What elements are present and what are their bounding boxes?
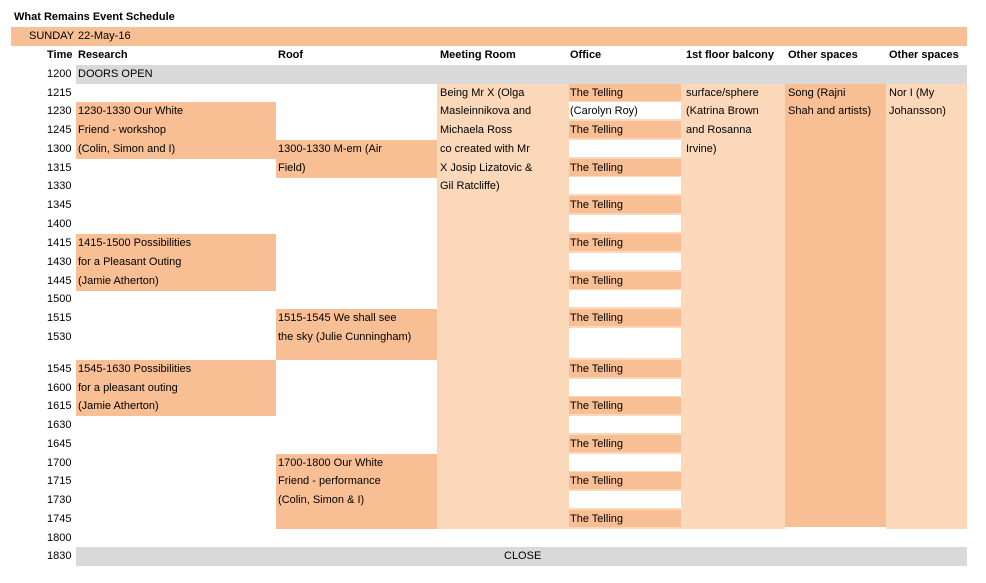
header-meeting-room: Meeting Room bbox=[440, 49, 516, 61]
balcony-event-text: surface/sphere bbox=[686, 87, 759, 99]
balcony-event-text: (Katrina Brown bbox=[686, 105, 759, 117]
time-label: 1545 bbox=[47, 363, 72, 375]
time-label: 1830 bbox=[47, 550, 72, 562]
meeting-room-event-text: Masleinnikova and bbox=[440, 105, 532, 117]
roof-event-text: Friend - performance bbox=[278, 475, 381, 487]
time-label: 1300 bbox=[47, 143, 72, 155]
time-label: 1745 bbox=[47, 513, 72, 525]
time-label: 1430 bbox=[47, 256, 72, 268]
meeting-room-event-text: co created with Mr bbox=[440, 143, 530, 155]
time-label: 1445 bbox=[47, 275, 72, 287]
office-event-text: The Telling bbox=[570, 513, 623, 525]
meeting-room-event-text: Gil Ratcliffe) bbox=[440, 180, 500, 192]
office-event-text: (Carolyn Roy) bbox=[570, 105, 638, 117]
office-white-gap bbox=[569, 379, 681, 396]
doors-open-bar bbox=[76, 65, 967, 84]
office-white-gap bbox=[569, 328, 681, 358]
time-label: 1415 bbox=[47, 237, 72, 249]
time-label: 1400 bbox=[47, 218, 72, 230]
time-label: 1245 bbox=[47, 124, 72, 136]
day-label: SUNDAY bbox=[29, 30, 75, 42]
header-research: Research bbox=[78, 49, 128, 61]
office-white-gap bbox=[569, 454, 681, 471]
day-band bbox=[11, 27, 967, 46]
research-event-text: 1545-1630 Possibilities bbox=[78, 363, 192, 375]
time-label: 1200 bbox=[47, 68, 72, 80]
research-event-text: for a pleasant outing bbox=[78, 382, 178, 394]
office-event-text: The Telling bbox=[570, 400, 623, 412]
time-label: 1715 bbox=[47, 475, 72, 487]
time-label: 1730 bbox=[47, 494, 72, 506]
time-label: 1700 bbox=[47, 457, 72, 469]
roof-event-text: 1700-1800 Our White bbox=[278, 457, 384, 469]
date-label: 22-May-16 bbox=[78, 30, 131, 42]
research-event-text: (Colin, Simon and I) bbox=[78, 143, 176, 155]
balcony-event-text: and Rosanna bbox=[686, 124, 752, 136]
header-balcony: 1st floor balcony bbox=[686, 49, 775, 61]
roof-event-text: Field) bbox=[278, 162, 306, 174]
meeting-room-event-text: X Josip Lizatovic & bbox=[440, 162, 533, 174]
doors-open-label: DOORS OPEN bbox=[78, 68, 153, 80]
other-spaces-2-event-text: Johansson) bbox=[889, 105, 946, 117]
office-event-text: The Telling bbox=[570, 162, 623, 174]
time-label: 1330 bbox=[47, 180, 72, 192]
other-spaces-1-event-text: Song (Rajni bbox=[788, 87, 846, 99]
roof-event-text: the sky (Julie Cunningham) bbox=[278, 331, 412, 343]
header-other-spaces-2: Other spaces bbox=[889, 49, 959, 61]
time-label: 1215 bbox=[47, 87, 72, 99]
time-label: 1645 bbox=[47, 438, 72, 450]
balcony-event-text: Irvine) bbox=[686, 143, 717, 155]
office-event-text: The Telling bbox=[570, 363, 623, 375]
time-label: 1630 bbox=[47, 419, 72, 431]
header-other-spaces-1: Other spaces bbox=[788, 49, 858, 61]
time-label: 1530 bbox=[47, 331, 72, 343]
office-event-text: The Telling bbox=[570, 237, 623, 249]
office-white-gap bbox=[569, 177, 681, 194]
office-event-text: The Telling bbox=[570, 438, 623, 450]
other-spaces-2-event-block bbox=[886, 84, 967, 529]
meeting-room-event-text: Michaela Ross bbox=[440, 124, 513, 136]
time-label: 1515 bbox=[47, 312, 72, 324]
other-spaces-1-event-block bbox=[785, 84, 886, 527]
time-label: 1600 bbox=[47, 382, 72, 394]
office-event-text: The Telling bbox=[570, 312, 623, 324]
office-white-gap bbox=[569, 253, 681, 270]
office-white-gap bbox=[569, 215, 681, 232]
office-event-text: The Telling bbox=[570, 87, 623, 99]
time-label: 1500 bbox=[47, 293, 72, 305]
roof-event-text: 1515-1545 We shall see bbox=[278, 312, 397, 324]
time-label: 1315 bbox=[47, 162, 72, 174]
research-event-text: 1230-1330 Our White bbox=[78, 105, 184, 117]
time-label: 1800 bbox=[47, 532, 72, 544]
meeting-room-event-text: Being Mr X (Olga bbox=[440, 87, 525, 99]
other-spaces-1-event-text: Shah and artists) bbox=[788, 105, 872, 117]
research-event-text: (Jamie Atherton) bbox=[78, 400, 159, 412]
roof-event-text: 1300-1330 M-em (Air bbox=[278, 143, 382, 155]
header-office: Office bbox=[570, 49, 602, 61]
page-title: What Remains Event Schedule bbox=[14, 11, 175, 23]
office-event-text: The Telling bbox=[570, 199, 623, 211]
time-label: 1345 bbox=[47, 199, 72, 211]
other-spaces-2-event-text: Nor I (My bbox=[889, 87, 935, 99]
header-roof: Roof bbox=[278, 49, 304, 61]
office-white-gap bbox=[569, 416, 681, 433]
research-event-text: (Jamie Atherton) bbox=[78, 275, 159, 287]
research-event-text: Friend - workshop bbox=[78, 124, 167, 136]
office-event-text: The Telling bbox=[570, 275, 623, 287]
office-event-text: The Telling bbox=[570, 124, 623, 136]
office-white-gap bbox=[569, 491, 681, 508]
office-event-text: The Telling bbox=[570, 475, 623, 487]
close-label: CLOSE bbox=[504, 550, 542, 562]
time-label: 1230 bbox=[47, 105, 72, 117]
roof-event-text: (Colin, Simon & I) bbox=[278, 494, 365, 506]
office-white-gap bbox=[569, 140, 681, 157]
research-event-text: 1415-1500 Possibilities bbox=[78, 237, 192, 249]
header-time: Time bbox=[47, 49, 73, 61]
time-label: 1615 bbox=[47, 400, 72, 412]
office-white-gap bbox=[569, 290, 681, 307]
research-event-text: for a Pleasant Outing bbox=[78, 256, 182, 268]
